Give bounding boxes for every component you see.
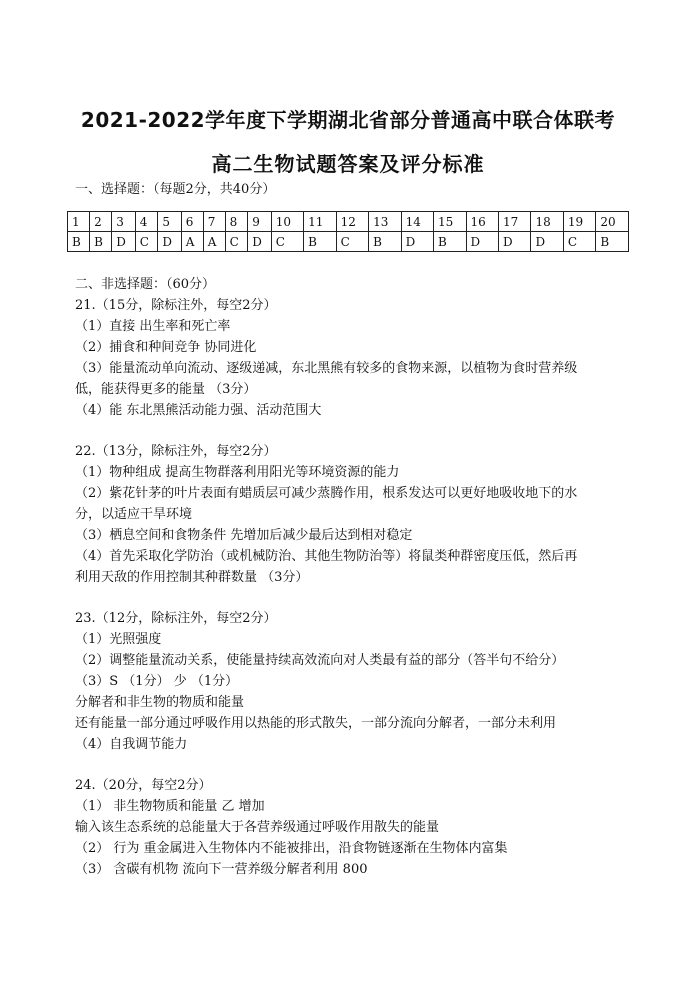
q23-answer-3: （3）S （1分） 少 （1分） (75, 674, 239, 689)
answer-table-numbers-row (68, 212, 629, 232)
question-number-cell: 4 (135, 212, 158, 232)
answer-letter-cell: B (68, 232, 90, 252)
q22-answer-3: （3）栖息空间和食物条件 先增加后减少最后达到相对稳定 (75, 528, 413, 543)
answer-letter-cell: D (466, 232, 498, 252)
q22-header: 22.（13分，除标注外，每空2分） (75, 444, 277, 459)
q22-answer-2: （2）紫花针茅的叶片表面有蜡质层可减少蒸腾作用，根系发达可以更好地吸收地下的水 (75, 486, 578, 501)
question-number-cell: 5 (158, 212, 181, 232)
q24-answer-1-cont: 输入该生态系统的总能量大于各营养级通过呼吸作用散失的能量 (75, 820, 440, 835)
answer-table-answers-row (68, 232, 629, 252)
question-number-cell: 8 (225, 212, 248, 232)
question-number-cell: 1 (68, 212, 90, 232)
q23-answer-4: （4）自我调节能力 (75, 737, 188, 752)
question-number-cell: 15 (434, 212, 466, 232)
question-number-cell: 7 (203, 212, 225, 232)
answer-letter-cell: D (248, 232, 271, 252)
q22-answer-4: （4）首先采取化学防治（或机械防治、其他生物防治等）将鼠类种群密度压低，然后再 (75, 549, 578, 564)
q23-header: 23.（12分，除标注外，每空2分） (75, 611, 277, 626)
q23-answer-2: （2）调整能量流动关系，使能量持续高效流向对人类最有益的部分（答半句不给分） (75, 653, 565, 668)
answer-letter-cell: D (158, 232, 181, 252)
question-number-cell: 2 (90, 212, 112, 232)
q23-answer-3-part3: 还有能量一部分通过呼吸作用以热能的形式散失，一部分流向分解者，一部分未利用 (75, 716, 557, 731)
q21-answer-2: （2）捕食和种间竞争 协同进化 (75, 340, 257, 355)
answer-letter-cell: B (434, 232, 466, 252)
answer-table (67, 211, 629, 252)
answer-letter-cell: B (90, 232, 112, 252)
answer-letter-cell: B (596, 232, 629, 252)
answer-letter-cell: B (304, 232, 336, 252)
q21-answer-1: （1）直接 出生率和死亡率 (75, 319, 231, 334)
question-number-cell: 16 (466, 212, 498, 232)
q24-answer-3: （3） 含碳有机物 流向下一营养级分解者利用 800 (75, 862, 368, 877)
q24-header: 24.（20分，每空2分） (75, 778, 212, 793)
answer-letter-cell: B (369, 232, 401, 252)
q21-answer-3-cont: 低，能获得更多的能量 （3分） (75, 382, 257, 397)
question-number-cell: 17 (498, 212, 530, 232)
q23-answer-3-part2: 分解者和非生物的物质和能量 (75, 695, 245, 710)
question-number-cell: 10 (271, 212, 303, 232)
section1-heading: 一、选择题：（每题2分，共40分） (75, 182, 276, 197)
q21-answer-4: （4）能 东北黑熊活动能力强、活动范围大 (75, 403, 322, 418)
answer-letter-cell: D (112, 232, 135, 252)
q22-answer-1: （1）物种组成 提高生物群落利用阳光等环境资源的能力 (75, 465, 400, 480)
answer-letter-cell: C (336, 232, 368, 252)
document-title-line2: 高二生物试题答案及评分标准 (211, 152, 485, 176)
q23-answer-1: （1）光照强度 (75, 632, 162, 647)
document-title-line1: 2021-2022学年度下学期湖北省部分普通高中联合体联考 (80, 108, 616, 132)
answer-letter-cell: C (225, 232, 248, 252)
question-number-cell: 12 (336, 212, 368, 232)
q21-answer-3: （3）能量流动单向流动、逐级递减，东北黑熊有较多的食物来源，以植物为食时营养级 (75, 361, 578, 376)
answer-letter-cell: D (401, 232, 433, 252)
answer-letter-cell: C (563, 232, 595, 252)
question-number-cell: 3 (112, 212, 135, 232)
answer-letter-cell: A (181, 232, 203, 252)
answer-letter-cell: C (271, 232, 303, 252)
question-number-cell: 11 (304, 212, 336, 232)
question-number-cell: 18 (531, 212, 563, 232)
answer-letter-cell: C (135, 232, 158, 252)
q22-answer-2-cont: 分，以适应干旱环境 (75, 507, 193, 522)
answer-letter-cell: D (498, 232, 530, 252)
question-number-cell: 6 (181, 212, 203, 232)
question-number-cell: 13 (369, 212, 401, 232)
q21-header: 21.（15分，除标注外，每空2分） (75, 298, 277, 313)
q22-answer-4-cont: 利用天敌的作用控制其种群数量 （3分） (75, 570, 309, 585)
question-number-cell: 9 (248, 212, 271, 232)
question-number-cell: 20 (596, 212, 629, 232)
q24-answer-1: （1） 非生物物质和能量 乙 增加 (75, 799, 265, 814)
question-number-cell: 14 (401, 212, 433, 232)
section2-heading: 二、非选择题：（60分） (75, 277, 216, 292)
question-number-cell: 19 (563, 212, 595, 232)
q24-answer-2: （2） 行为 重金属进入生物体内不能被排出，沿食物链逐渐在生物体内富集 (75, 841, 508, 856)
answer-letter-cell: D (531, 232, 563, 252)
answer-letter-cell: A (203, 232, 225, 252)
